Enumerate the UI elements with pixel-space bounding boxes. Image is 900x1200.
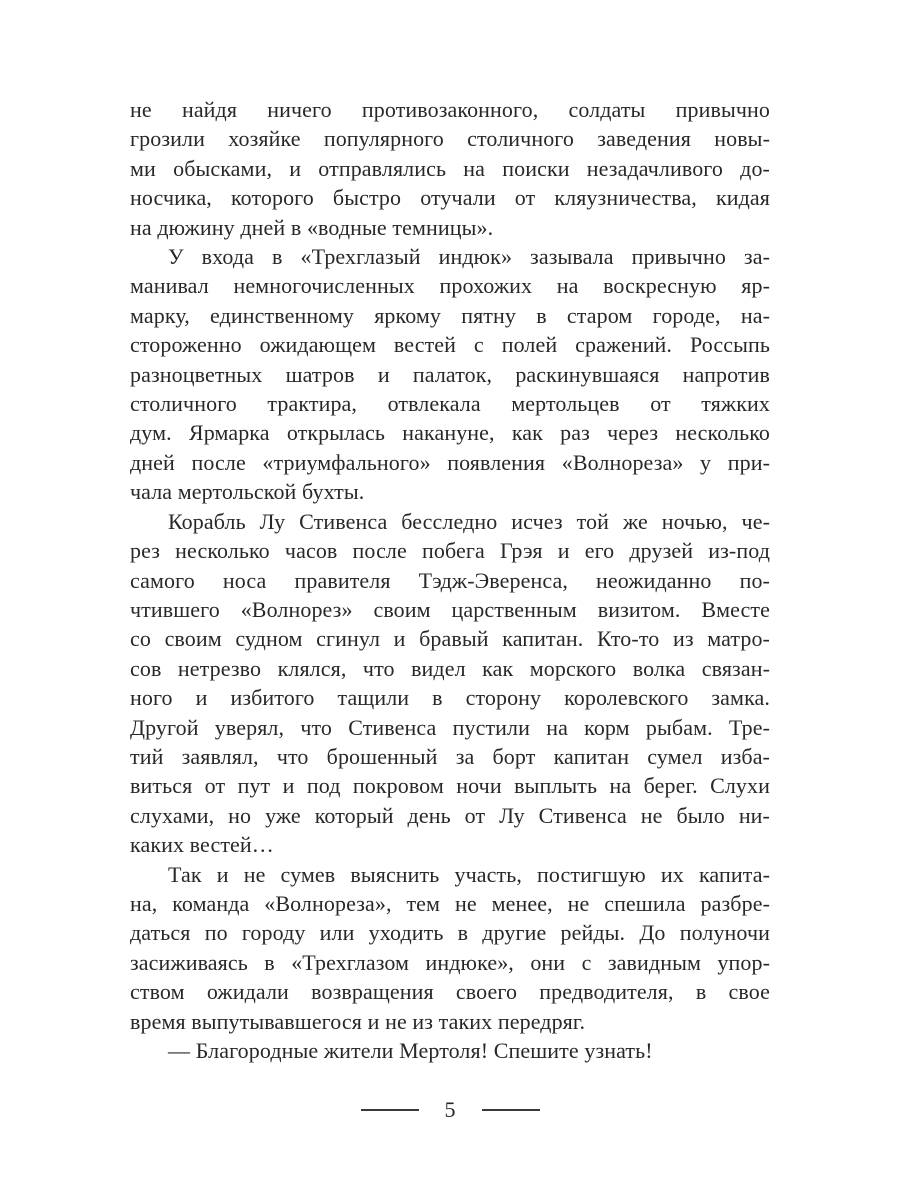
text-line: марку, единственному яркому пятну в старом городе, на- (130, 302, 770, 328)
text-line: дней после «триумфального» появления «Волнореза» у при- (130, 449, 770, 475)
text-line: чтившего «Волнорез» своим царственным визитом. Вместе (130, 596, 770, 622)
text-line: манивал немногочисленных прохожих на воскресную яр- (130, 273, 770, 299)
text-line: столичного трактира, отвлекала мертольцев от тяжких (130, 391, 770, 417)
text-line: носчика, которого быстро отучали от кляузничества, кидая (130, 185, 770, 211)
paragraph (130, 507, 770, 860)
text-line: Другой уверял, что Стивенса пустили на корм рыбам. Тре- (130, 714, 770, 740)
footer-rule-right (482, 1109, 540, 1111)
text-block (130, 95, 770, 1065)
text-line: не найдя ничего противозаконного, солдаты привычно (130, 97, 770, 122)
text-line: время выпутывавшегося и не из таких передряг. (130, 1008, 586, 1034)
text-line: тий заявлял, что брошенный за борт капитан сумел изба- (130, 743, 770, 769)
text-line: на, команда «Волнореза», тем не менее, не спешила разбре- (130, 890, 770, 916)
text-line: У входа в «Трехглазый индюк» зазывала привычно за- (168, 244, 770, 270)
text-line: дум. Ярмарка открылась накануне, как раз через несколько (130, 420, 770, 446)
text-line: Так и не сумев выяснить участь, постигшую их капита- (168, 861, 770, 887)
page-number: 5 (444, 1097, 456, 1122)
text-line: на дюжину дней в «водные темницы». (130, 214, 494, 240)
text-line: — Благородные жители Мертоля! Спешите узнать! (168, 1038, 653, 1063)
text-line: ством ожидали возвращения своего предводителя, в свое (130, 979, 770, 1005)
text-line: разноцветных шатров и палаток, раскинувшаяся напротив (130, 361, 770, 387)
text-line: стороженно ожидающем вестей с полей сражений. Россыпь (130, 332, 770, 358)
text-line: рез несколько часов после побега Грэя и его друзей из-под (130, 538, 770, 564)
paragraph (130, 860, 770, 1036)
text-line: ного и избитого тащили в сторону королевского замка. (130, 685, 770, 711)
text-line: со своим судном сгинул и бравый капитан. Кто-то из матро- (130, 626, 770, 652)
paragraph (130, 242, 770, 507)
text-line: сов нетрезво клялся, что видел как морского волка связан- (130, 655, 770, 681)
paragraph (130, 1036, 770, 1065)
text-line: Корабль Лу Стивенса бесследно исчез той же ночью, че- (168, 508, 770, 534)
text-line: чала мертольской бухты. (130, 479, 365, 505)
text-line: ми обысками, и отправлялись на поиски незадачливого до- (130, 155, 770, 181)
text-line: даться по городу или уходить в другие рейды. До полуночи (130, 920, 770, 946)
text-line: засиживаясь в «Трехглазом индюке», они с завидным упор- (130, 949, 770, 975)
page-footer (0, 1096, 900, 1124)
footer-rule-left (361, 1109, 419, 1111)
text-line: грозили хозяйке популярного столичного заведения новы- (130, 126, 770, 152)
text-line: каких вестей… (130, 832, 274, 858)
text-line: самого носа правителя Тэдж-Эверенса, неожиданно по- (130, 567, 770, 593)
paragraph (130, 95, 770, 242)
text-line: слухами, но уже который день от Лу Стивенса не было ни- (130, 802, 770, 828)
text-line: виться от пут и под покровом ночи выплыть на берег. Слухи (130, 773, 770, 799)
